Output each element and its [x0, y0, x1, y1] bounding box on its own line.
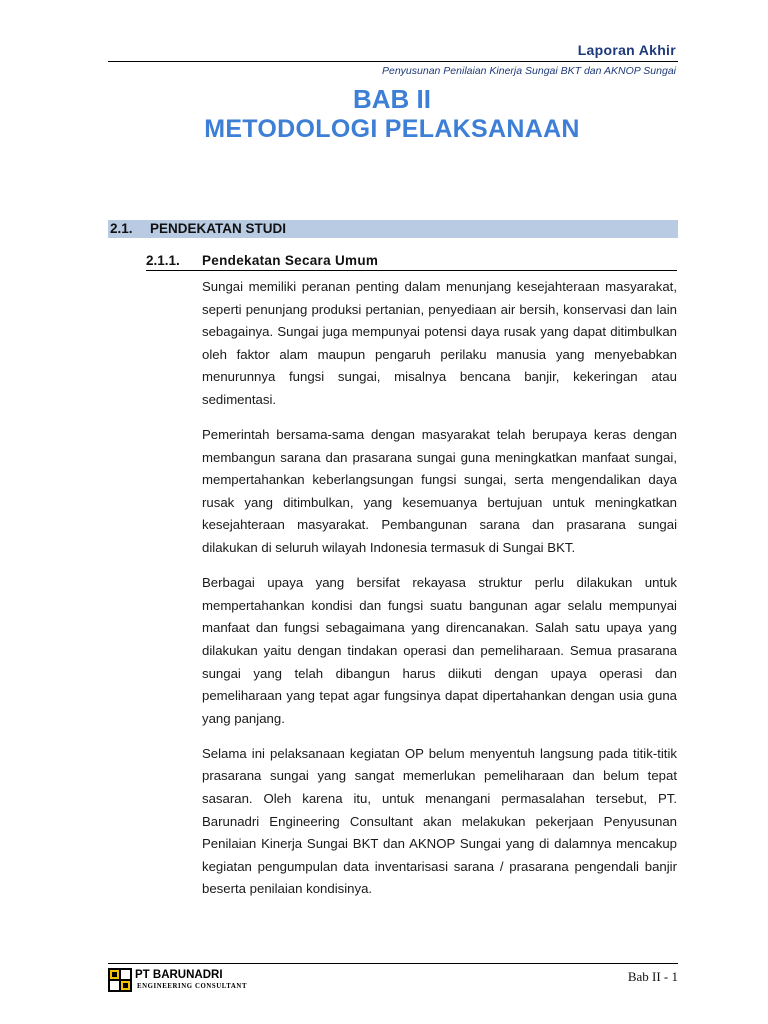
body-text	[202, 276, 677, 913]
footer-divider	[108, 963, 678, 964]
barunadri-logo-mark-icon	[108, 968, 132, 992]
paragraph: Sungai memiliki peranan penting dalam menunjang kesejahteraan masyarakat, seperti penunjang produksi pertanian, penyediaan air bersih, konservasi dan lain sebagainya. Sungai juga mempunyai potensi daya rusak yang dapat ditimbulkan oleh faktor alam maupun pengaruh perilaku manusia yang menyebabkan menurunnya fungsi sungai, misalnya bencana banjir, kekeringan atau sedimentasi.	[202, 279, 677, 407]
paragraph: Berbagai upaya yang bersifat rekayasa struktur perlu dilakukan untuk mempertahankan kondisi dan fungsi suatu bangunan agar selalu mempunyai manfaat dan fungsi sebagaimana yang direncanakan. Salah satu upaya yang dilakukan yaitu dengan tindakan operasi dan pemeliharaan. Semua prasarana sungai yang telah dibangun harus diikuti dengan upaya operasi dan pemeliharaan yang tepat agar fungsinya dapat dipertahankan dengan usia guna yang panjang.	[202, 575, 677, 726]
report-subtitle: Penyusunan Penilaian Kinerja Sungai BKT dan AKNOP Sungai	[382, 65, 676, 77]
subsection-divider	[146, 270, 677, 271]
section-number: 2.1.	[110, 221, 133, 236]
company-logo	[108, 968, 278, 994]
paragraph: Selama ini pelaksanaan kegiatan OP belum menyentuh langsung pada titik-titik prasarana sungai yang sangat memerlukan pemeliharaan dan belum tepat sasaran. Oleh karena itu, untuk menangani permasalahan tersebut, PT. Barunadri Engineering Consultant akan melakukan pekerjaan Penyusunan Penilaian Kinerja Sungai BKT dan AKNOP Sungai yang di dalamnya mencakup kegiatan pengumpulan data inventarisasi sarana / prasarana pengendali banjir beserta penilaian kondisinya.	[202, 745, 677, 897]
subsection-title: Pendekatan Secara Umum	[202, 253, 379, 268]
chapter-number: BAB II	[353, 84, 431, 114]
chapter-title: METODOLOGI PELAKSANAAN	[204, 115, 580, 143]
report-label: Laporan Akhir	[577, 42, 676, 58]
company-name: PT BARUNADRI	[135, 969, 223, 981]
company-tagline: ENGINEERING CONSULTANT	[137, 983, 248, 990]
paragraph: Pemerintah bersama-sama dengan masyarakat telah berupaya keras dengan membangun sarana dan prasarana sungai guna meningkatkan manfaat sungai, mempertahankan keberlangsungan fungsi sungai, serta mengendalikan daya rusak yang ditimbulkan, yang kesemuanya bertujuan untuk meningkatkan kesejahteraan masyarakat. Pembangunan sarana dan prasarana sungai dilakukan di seluruh wilayah Indonesia termasuk di Sungai BKT.	[202, 427, 677, 556]
page-number: Bab II - 1	[627, 969, 678, 984]
header-divider	[108, 61, 678, 62]
subsection-number: 2.1.1.	[146, 253, 180, 268]
section-title: PENDEKATAN STUDI	[150, 221, 287, 236]
